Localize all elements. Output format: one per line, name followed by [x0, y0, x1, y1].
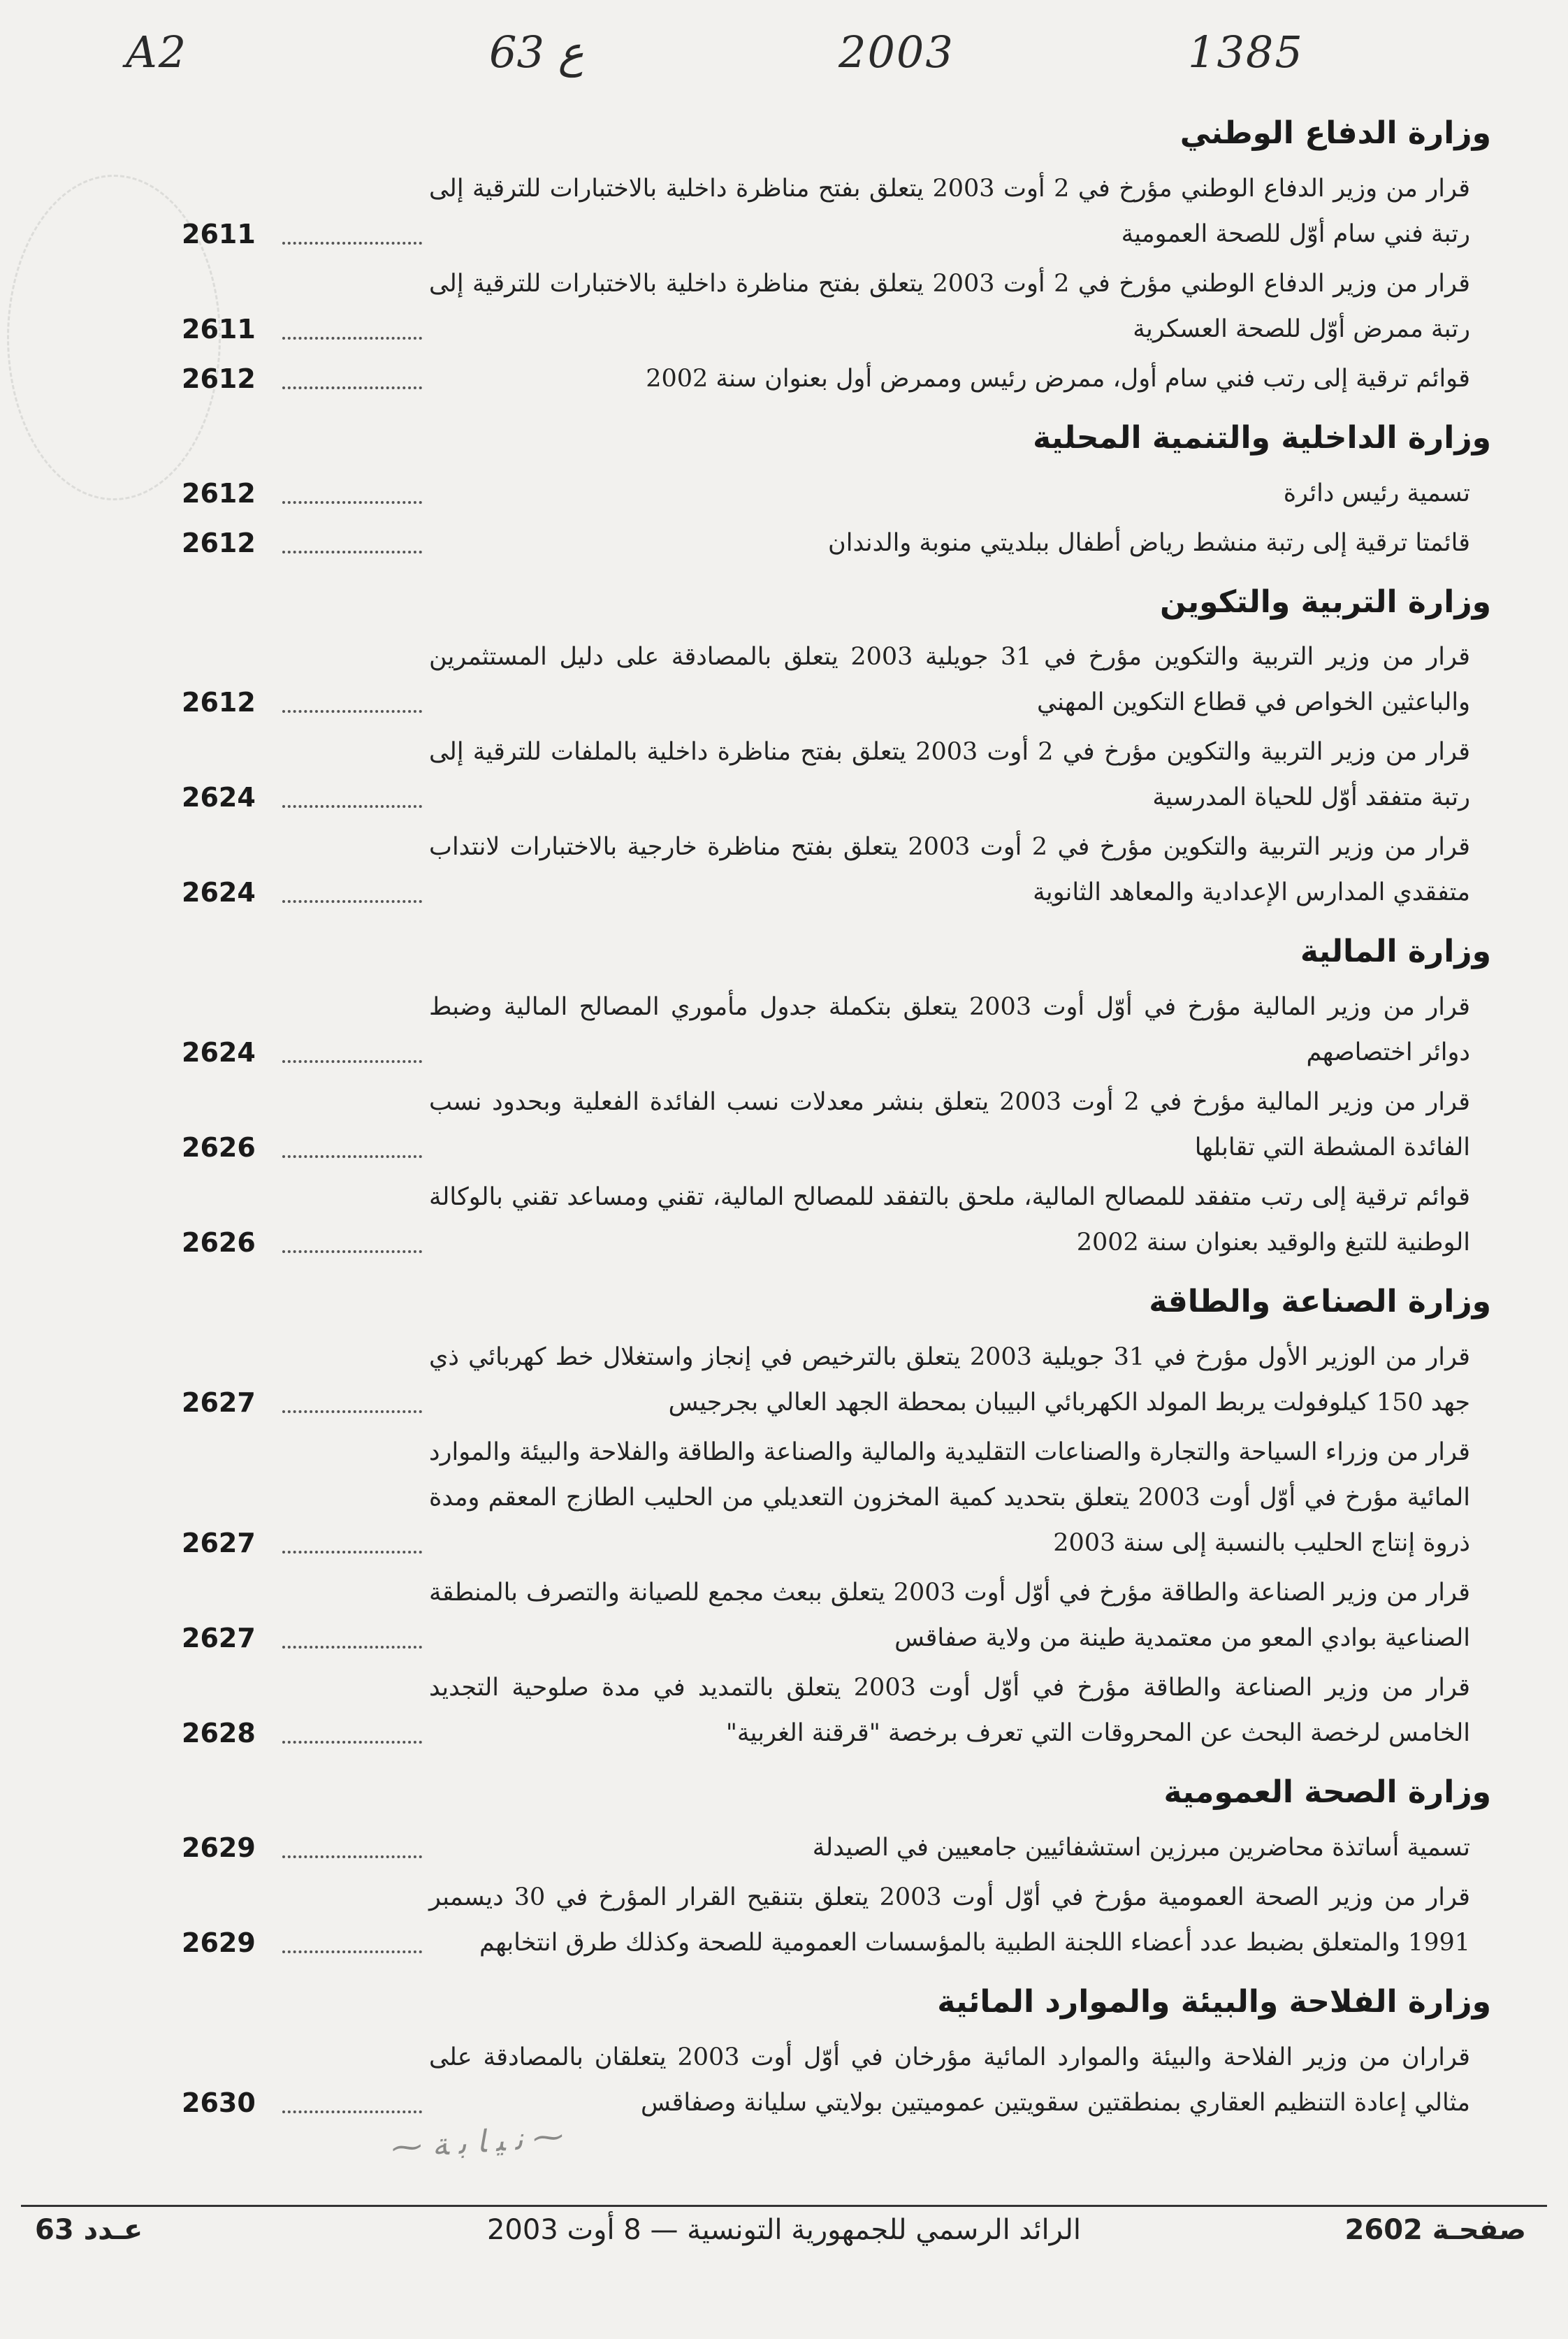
toc-entry	[182, 1175, 1491, 1266]
toc-page-number: 2612	[182, 527, 256, 558]
toc-entry-text: قراران من وزير الفلاحة والبيئة والموارد المائية مؤرخان في أوّل أوت 2003 يتعلقان بالمصادقة على مثالي إعادة التنظيم العقاري بمنطقتين سقويتين عموميتين بولايتي سليانة وصفاقس	[429, 2043, 1470, 2117]
toc-page-number: 2629	[182, 1832, 256, 1863]
dot-leader	[282, 710, 422, 713]
toc-entry-text: تسمية رئيس دائرة	[1283, 479, 1470, 507]
toc-entry	[182, 1335, 1491, 1426]
toc-entry-text: تسمية أساتذة محاضرين مبرزين استشفائيين جامعيين في الصيدلة	[812, 1833, 1470, 1862]
dot-leader	[282, 1551, 422, 1554]
dot-leader	[282, 1155, 422, 1158]
toc-entry-text: قرار من وزراء السياحة والتجارة والصناعات التقليدية والمالية والصناعة والطاقة والفلاحة والبيئة والموارد المائية مؤرخ في أوّل أوت 2003 يتعلق بتحديد كمية المخزون التعديلي من الحليب الطازج المعقم ومدة ذروة إنتاج الحليب بالنسبة إلى سنة 2003	[429, 1438, 1470, 1557]
toc-page-number: 2624	[182, 877, 256, 908]
toc-page-number: 2612	[182, 687, 256, 718]
toc-entry-text: قوائم ترقية إلى رتب فني سام أول، ممرض رئيس وممرض أول بعنوان سنة 2002	[646, 364, 1470, 393]
dot-leader	[282, 1060, 422, 1063]
dot-leader	[282, 501, 422, 504]
footer-issue-number: عـدد 63	[35, 2214, 143, 2246]
toc-entry	[182, 1430, 1491, 1566]
toc-page-number: 2626	[182, 1227, 256, 1259]
toc-page-number: 2627	[182, 1527, 256, 1558]
toc-entry-text: قرار من وزير المالية مؤرخ في 2 أوت 2003 يتعلق بنشر معدلات نسب الفائدة الفعلية وبحدود نسب الفائدة المشطة التي تقابلها	[429, 1088, 1471, 1162]
toc-page-number: 2627	[182, 1386, 256, 1418]
toc-entry	[182, 1875, 1491, 1966]
toc-entry	[182, 1665, 1491, 1756]
toc-entry	[182, 2035, 1491, 2126]
toc-entry-text: قرار من وزير الصناعة والطاقة مؤرخ في أوّل أوت 2003 يتعلق بالتمديد في مدة صلوحية التجديد الخامس لرخصة البحث عن المحروقات التي تعرف برخصة "قرقنة الغربية"	[429, 1673, 1470, 1747]
dot-leader	[282, 337, 422, 340]
handwritten-annotation-a2: A2	[126, 27, 188, 78]
toc-entry	[182, 521, 1491, 566]
footer-journal-title: الرائد الرسمي للجمهورية التونسية — 8 أوت 2003	[486, 2214, 1082, 2246]
dot-leader	[282, 1250, 422, 1253]
page-footer	[21, 2214, 1547, 2263]
toc-entry-text: قرار من وزير الصناعة والطاقة مؤرخ في أوّل أوت 2003 يتعلق ببعث مجمع للصيانة والتصرف بالمنطقة الصناعية بوادي المعو من معتمدية طينة من ولاية صفاقس	[429, 1578, 1470, 1652]
handwritten-annotation-issue: 63 ع	[489, 27, 584, 78]
dot-leader	[282, 1950, 422, 1953]
dot-leader	[282, 1410, 422, 1413]
toc-entry	[182, 825, 1491, 915]
toc-page-number: 2624	[182, 782, 256, 813]
handwritten-annotation-year: 2003	[839, 27, 954, 78]
ministry-heading: وزارة الصحة العمومية	[1163, 1774, 1491, 1810]
toc-entry-text: قرار من وزير الدفاع الوطني مؤرخ في 2 أوت 2003 يتعلق بفتح مناظرة داخلية بالاختبارات للترقية إلى رتبة فني سام أوّل للصحة العمومية	[429, 174, 1471, 248]
toc-entry-text: قرار من وزير الدفاع الوطني مؤرخ في 2 أوت 2003 يتعلق بفتح مناظرة داخلية بالاختبارات للترقية إلى رتبة ممرض أوّل للصحة العسكرية	[429, 269, 1471, 343]
toc-page-number: 2624	[182, 1037, 256, 1069]
ministry-heading: وزارة المالية	[1300, 934, 1491, 970]
toc-entry	[182, 730, 1491, 820]
dot-leader	[282, 1855, 422, 1858]
toc-entry-text: قرار من وزير الصحة العمومية مؤرخ في أوّل أوت 2003 يتعلق بتنقيح القرار المؤرخ في 30 ديسمبر 1991 والمتعلق بضبط عدد أعضاء اللجنة الطبية بالمؤسسات العمومية للصحة وكذلك طرق انتخابهم	[429, 1883, 1470, 1957]
toc-entry-text: قرار من وزير المالية مؤرخ في أوّل أوت 2003 يتعلق بتكملة جدول مأموري المصالح المالية وضبط دوائر اختصاصهم	[429, 993, 1470, 1067]
toc-page-number: 2629	[182, 1927, 256, 1958]
ministry-heading: وزارة الدفاع الوطني	[1179, 115, 1491, 151]
dot-leader	[282, 805, 422, 808]
toc-entry-text: قرار من وزير التربية والتكوين مؤرخ في 2 أوت 2003 يتعلق بفتح مناظرة خارجية بالاختبارات لانتداب متفقدي المدارس الإعدادية والمعاهد الثانوية	[429, 833, 1471, 907]
toc-entry-text: قوائم ترقية إلى رتب متفقد للمصالح المالية، ملحق بالتفقد للمصالح المالية، تقني ومساعد تقني بالوكالة الوطنية للتبغ والوقيد بعنوان سنة 2002	[429, 1183, 1470, 1257]
toc-page-number: 2612	[182, 363, 256, 394]
toc-page-number: 2612	[182, 477, 256, 509]
ministry-heading: وزارة التربية والتكوين	[1159, 584, 1491, 620]
toc-entry	[182, 1080, 1491, 1171]
toc-entry	[182, 356, 1491, 402]
toc-page-number: 2627	[182, 1622, 256, 1653]
toc-entry	[182, 261, 1491, 352]
ministry-heading: وزارة الداخلية والتنمية المحلية	[1033, 419, 1491, 456]
toc-entry-text: قرار من الوزير الأول مؤرخ في 31 جويلية 2003 يتعلق بالترخيص في إنجاز واستغلال خط كهربائي ذي جهد 150 كيلوفولت يربط المولد الكهربائي البيبان بمحطة الجهد العالي بجرجيس	[429, 1342, 1470, 1417]
toc-page-number: 2611	[182, 218, 256, 249]
dot-leader	[282, 386, 422, 389]
toc-entry	[182, 635, 1491, 725]
toc-entry-text: قرار من وزير التربية والتكوين مؤرخ في 2 أوت 2003 يتعلق بفتح مناظرة داخلية بالملفات للترقية إلى رتبة متفقد أوّل للحياة المدرسية	[429, 738, 1470, 812]
handwritten-signature: ⁓ ﻧ ﻴ ﺎ ﺑ ﺔ ⁓	[390, 2118, 565, 2166]
toc-entry	[182, 1570, 1491, 1661]
toc-page-number: 2630	[182, 2087, 256, 2118]
ministry-heading: وزارة الفلاحة والبيئة والموارد المائية	[937, 1983, 1491, 2020]
dot-leader	[282, 1646, 422, 1649]
toc-page-number: 2626	[182, 1132, 256, 1164]
toc-entry	[182, 1825, 1491, 1871]
toc-entry	[182, 985, 1491, 1076]
dot-leader	[282, 900, 422, 903]
dot-leader	[282, 242, 422, 245]
toc-page-number: 2611	[182, 313, 256, 345]
handwritten-annotation-number: 1385	[1188, 27, 1304, 78]
toc-page-number: 2628	[182, 1717, 256, 1748]
toc-entry-text: قائمتا ترقية إلى رتبة منشط رياض أطفال ببلديتي منوبة والدندان	[828, 528, 1470, 557]
footer-divider	[21, 2205, 1547, 2207]
toc-entry	[182, 166, 1491, 257]
dot-leader	[282, 1741, 422, 1744]
toc-entry	[182, 471, 1491, 516]
table-of-contents	[182, 115, 1491, 2130]
footer-page-number: صفحـة 2602	[1344, 2214, 1526, 2246]
dot-leader	[282, 551, 422, 553]
ministry-heading: وزارة الصناعة والطاقة	[1149, 1284, 1491, 1320]
toc-entry-text: قرار من وزير التربية والتكوين مؤرخ في 31 جويلية 2003 يتعلق بالمصادقة على دليل المستثمرين والباعثين الخواص في قطاع التكوين المهني	[429, 643, 1471, 717]
dot-leader	[282, 2110, 422, 2113]
